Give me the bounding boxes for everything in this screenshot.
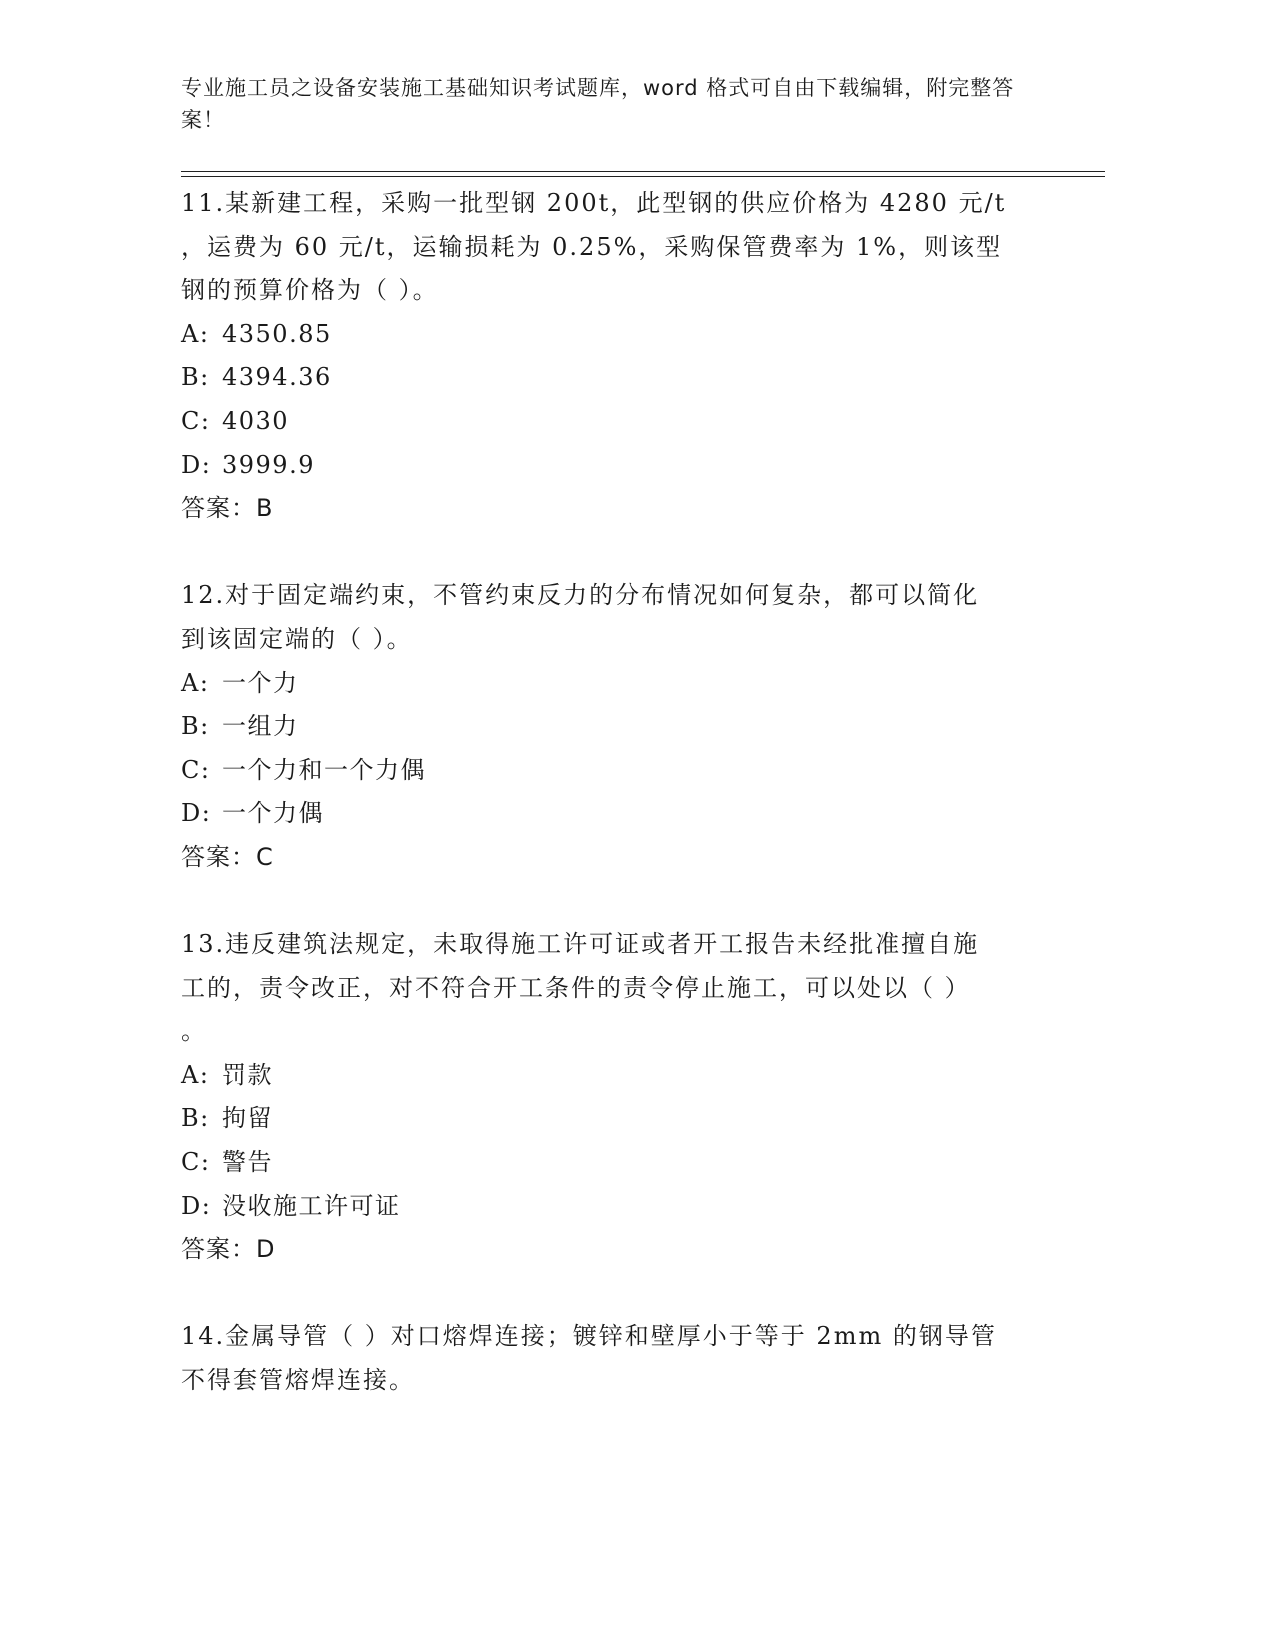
option-letter: C: [181, 406, 211, 435]
option-letter: D: [181, 1191, 212, 1220]
option-letter: A: [181, 668, 210, 697]
option-letter: B: [181, 712, 210, 741]
question-list [181, 182, 1041, 1403]
option-c [181, 749, 1041, 793]
option-letter: A: [181, 1060, 210, 1089]
option-d [181, 1185, 1041, 1229]
option-a [181, 313, 1041, 357]
option-a [181, 1054, 1041, 1098]
answer-line: 答案：D [181, 1235, 276, 1264]
option-text: 4030 [222, 406, 290, 435]
option-letter: D: [181, 799, 212, 828]
question-12 [181, 574, 1041, 879]
option-text: 4394.36 [222, 363, 332, 392]
question-14 [181, 1315, 1041, 1402]
option-text: 一个力偶 [222, 799, 324, 828]
option-c [181, 400, 1041, 444]
option-text: 一个力和一个力偶 [222, 755, 426, 784]
option-text: 罚款 [222, 1060, 273, 1089]
option-letter: C: [181, 1148, 211, 1177]
option-d [181, 792, 1041, 836]
question-13 [181, 923, 1041, 1272]
option-text: 没收施工许可证 [222, 1191, 401, 1220]
option-letter: B: [181, 363, 210, 392]
option-c [181, 1141, 1041, 1185]
option-letter: B: [181, 1104, 210, 1133]
question-stem: 14.金属导管（ ）对口熔焊连接；镀锌和壁厚小于等于 2mm 的钢导管 不得套管熔焊连接。 [181, 1322, 997, 1395]
header-divider-top [181, 171, 1105, 172]
option-d [181, 444, 1041, 488]
question-11 [181, 182, 1041, 531]
option-text: 4350.85 [222, 319, 332, 348]
option-a [181, 662, 1041, 706]
question-stem: 13.违反建筑法规定，未取得施工许可证或者开工报告未经批准擅自施 工的，责令改正，对不符合开工条件的责令停止施工，可以处以（ ） 。 [181, 930, 980, 1046]
option-text: 警告 [222, 1148, 273, 1177]
option-letter: A: [181, 319, 210, 348]
option-text: 一组力 [222, 712, 299, 741]
option-text: 拘留 [222, 1104, 273, 1133]
question-stem: 11.某新建工程，采购一批型钢 200t，此型钢的供应价格为 4280 元/t ，运费为 60 元/t，运输损耗为 0.25%，采购保管费率为 1%，则该型 钢的预算价格为（ ）。 [181, 189, 1007, 305]
option-text: 一个力 [222, 668, 299, 697]
option-text: 3999.9 [222, 450, 315, 479]
answer-line: 答案：C [181, 842, 274, 871]
spacer [181, 1272, 1041, 1316]
option-b [181, 1097, 1041, 1141]
option-letter: D: [181, 450, 212, 479]
header-divider-bottom [181, 176, 1105, 177]
option-letter: C: [181, 755, 211, 784]
answer-line: 答案：B [181, 494, 274, 523]
option-b [181, 705, 1041, 749]
question-stem: 12.对于固定端约束，不管约束反力的分布情况如何复杂，都可以简化 到该固定端的（ ）。 [181, 581, 980, 653]
page-header: 专业施工员之设备安装施工基础知识考试题库，word 格式可自由下载编辑，附完整答案！ [181, 76, 1015, 132]
spacer [181, 531, 1041, 575]
option-b [181, 356, 1041, 400]
spacer [181, 880, 1041, 924]
